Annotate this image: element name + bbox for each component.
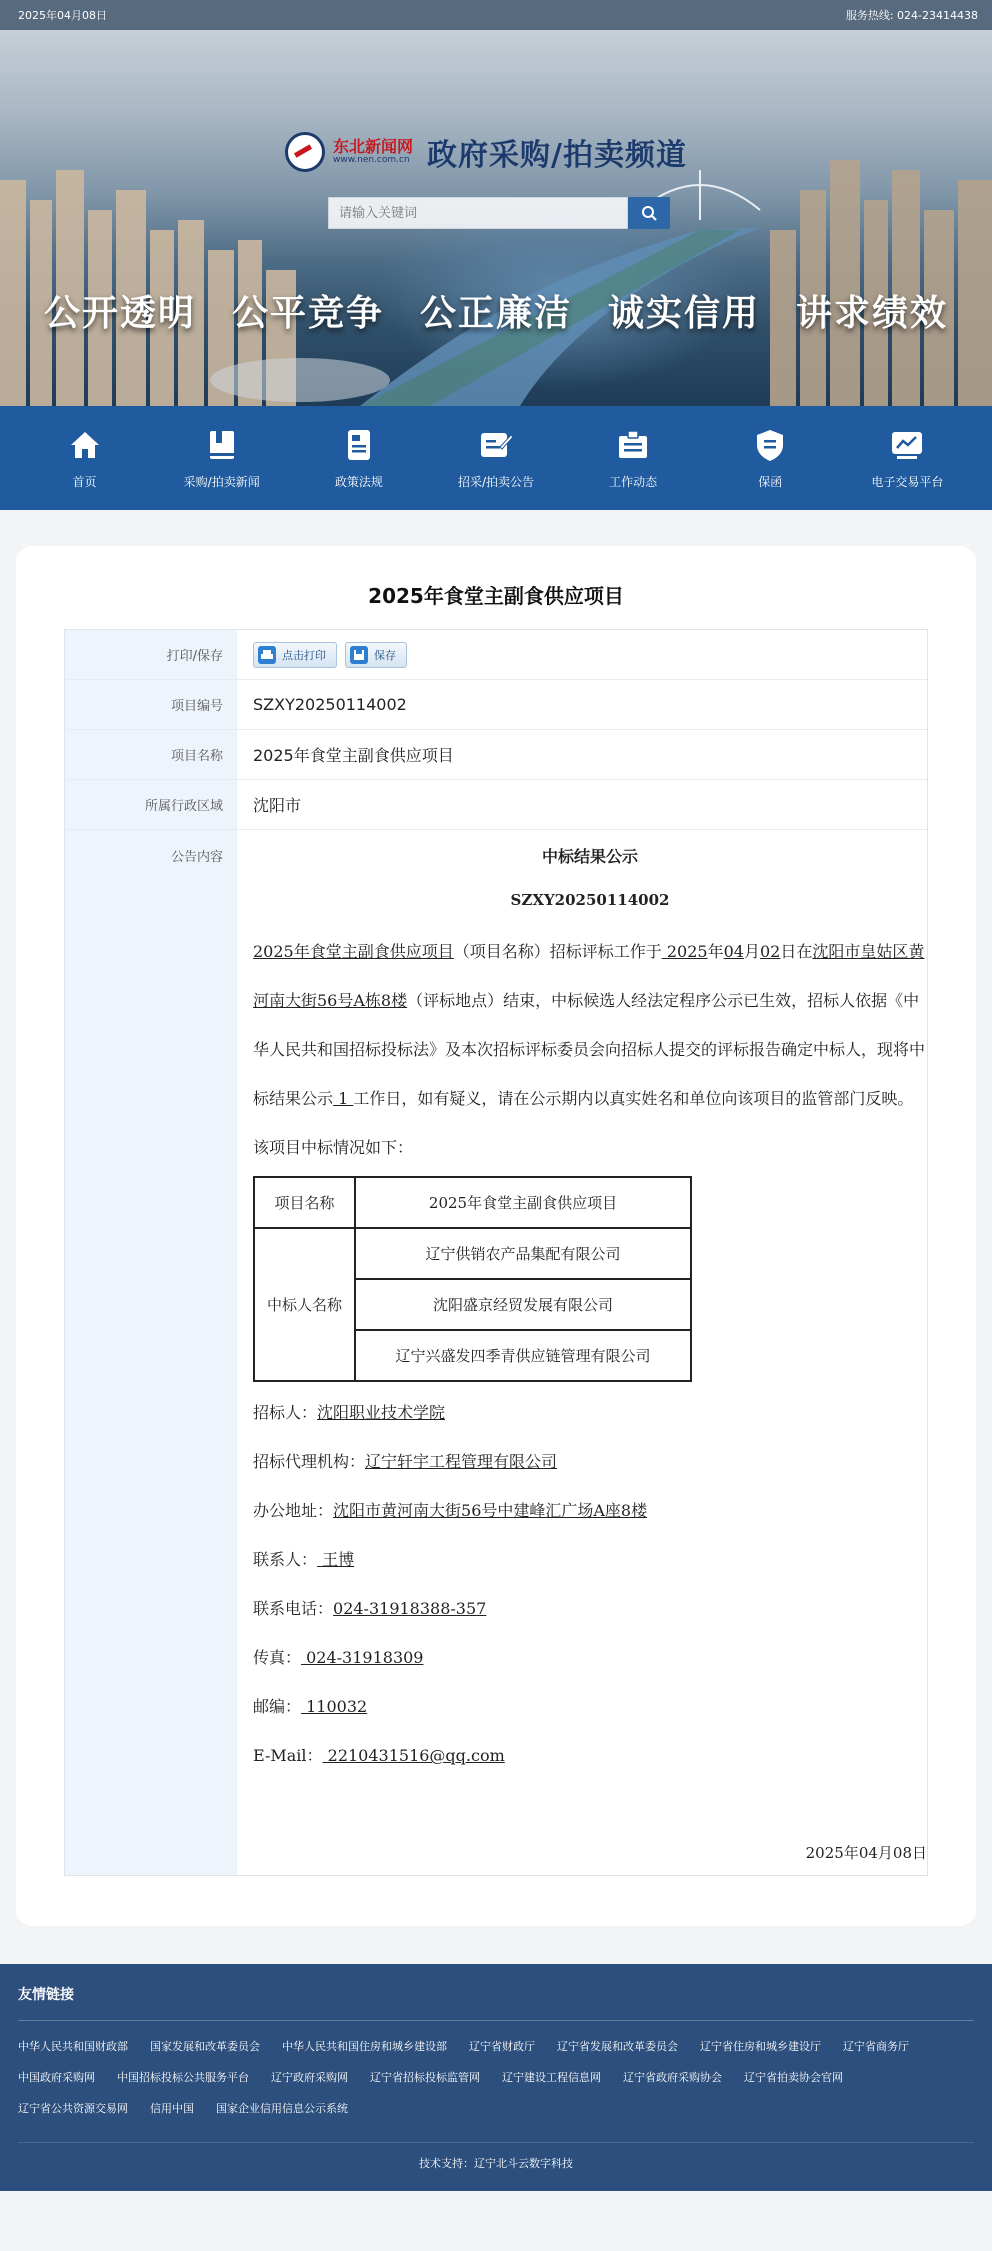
notice-subheading: 该项目中标情况如下： — [253, 1138, 414, 1157]
print-button-label: 点击打印 — [282, 648, 326, 662]
nav-item-news[interactable] — [156, 427, 288, 490]
notice-month: 04 — [723, 942, 744, 961]
fax: 024-31918309 — [301, 1648, 424, 1667]
notice-year: 2025 — [661, 942, 708, 961]
winner-label-cell: 中标人名称 — [254, 1228, 355, 1381]
contact-info: 招标人：沈阳职业技术学院 招标代理机构：辽宁轩宇工程管理有限公司 办公地址：沈阳市黄河南大街56号中建峰汇广场A座8楼 联系人： 王博 联系电话：024-31918388-357 传真： 024-31918309 邮编： 110032 E-Mail： 2210431516@qq.com — [253, 1403, 648, 1765]
nav-item-notices[interactable] — [430, 427, 562, 490]
friend-link[interactable]: 辽宁省住房和城乡建设厅 — [700, 2040, 821, 2053]
winner-cell: 沈阳盛京经贸发展有限公司 — [355, 1279, 691, 1330]
nav-item-platform[interactable] — [841, 427, 973, 490]
nav-label: 采购/拍卖新闻 — [183, 474, 260, 489]
nav-label: 政策法规 — [334, 474, 383, 489]
channel-title: 政府采购/拍卖频道 — [427, 138, 687, 173]
city-skyline-image — [0, 150, 992, 406]
notice-paragraph: 2025年食堂主副食供应项目（项目名称）招标评标工作于 2025年04月02日在沈阳市皇姑区黄河南大街56号A栋8楼（评标地点）结束，中标候选人经法定程序公示已生效，招标人依据《中华人民共和国招标投标法》及本次招标评标委员会向招标人提交的评标报告确定中标人，现将中标结果公示 1 工作日，如有疑义，请在公示期内以真实姓名和单位向该项目的监管部门反映。 — [253, 942, 926, 1108]
notice-code: SZXY20250114002 — [510, 891, 670, 909]
nav-label: 首页 — [72, 474, 97, 489]
project-label-cell: 项目名称 — [254, 1177, 355, 1228]
top-bar — [0, 0, 992, 30]
print-label: 打印/保存 — [65, 630, 237, 679]
email: 2210431516@qq.com — [322, 1746, 505, 1765]
printer-icon — [258, 646, 276, 664]
clipboard-icon — [615, 427, 651, 463]
friend-link[interactable]: 辽宁省财政厅 — [469, 2040, 535, 2053]
agency: 辽宁轩宇工程管理有限公司 — [365, 1452, 558, 1471]
logo-name: 东北新闻网 — [333, 137, 414, 157]
document-icon — [341, 427, 377, 463]
tenderer: 沈阳职业技术学院 — [317, 1403, 446, 1422]
slogan-row — [0, 285, 992, 336]
save-icon — [350, 646, 368, 664]
friend-link[interactable]: 辽宁省公共资源交易网 — [18, 2102, 128, 2115]
nav-label: 保函 — [758, 474, 783, 489]
header-banner — [0, 30, 992, 406]
search-bar — [328, 197, 670, 229]
content-card — [16, 546, 976, 1926]
winner-cell: 辽宁兴盛发四季青供应链管理有限公司 — [355, 1330, 691, 1381]
guarantee-icon — [752, 427, 788, 463]
slogan: 公开透明 — [43, 292, 196, 334]
notice-place: 沈阳市皇姑区黄河南大街56号A栋8楼 — [253, 942, 925, 1010]
notice-title: 中标结果公示 — [541, 847, 638, 866]
edit-icon — [478, 427, 514, 463]
slogan: 公正廉洁 — [419, 292, 572, 334]
row-code — [65, 680, 927, 730]
row-name — [65, 730, 927, 780]
winner-table — [253, 1176, 692, 1382]
friend-link[interactable]: 国家企业信用信息公示系统 — [216, 2102, 348, 2115]
friend-link[interactable]: 中华人民共和国财政部 — [18, 2040, 128, 2053]
slogan: 讲求绩效 — [795, 292, 948, 334]
friend-link[interactable]: 辽宁省政府采购协会 — [623, 2071, 722, 2084]
save-button[interactable] — [345, 642, 407, 668]
friend-link[interactable]: 辽宁建设工程信息网 — [502, 2071, 601, 2084]
friend-link[interactable]: 辽宁省招标投标监管网 — [370, 2071, 480, 2084]
tech-support: 技术支持：辽宁北斗云数字科技 — [18, 2142, 974, 2171]
contact-phone: 024-31918388-357 — [333, 1599, 487, 1618]
footer — [0, 1964, 992, 2191]
table-row — [254, 1228, 691, 1279]
chart-icon — [889, 427, 925, 463]
office-address: 沈阳市黄河南大街56号中建峰汇广场A座8楼 — [333, 1501, 648, 1520]
winner-cell: 辽宁供销农产品集配有限公司 — [355, 1228, 691, 1279]
friend-link[interactable]: 辽宁省商务厅 — [843, 2040, 909, 2053]
friend-links-title: 友情链接 — [18, 1964, 974, 2021]
logo-url: www.nen.com.cn — [333, 154, 410, 165]
project-value-cell: 2025年食堂主副食供应项目 — [355, 1177, 691, 1228]
friend-links — [18, 2031, 974, 2124]
table-row — [254, 1177, 691, 1228]
row-print — [65, 630, 927, 680]
friend-link[interactable]: 中国招标投标公共服务平台 — [117, 2071, 249, 2084]
nav-label: 工作动态 — [609, 474, 658, 489]
page-title: 2025年食堂主副食供应项目 — [368, 584, 624, 608]
nav-item-work[interactable] — [567, 427, 699, 490]
save-button-label: 保存 — [374, 648, 396, 662]
contact-person: 王博 — [317, 1550, 355, 1569]
project-code: SZXY20250114002 — [253, 695, 407, 714]
postcode: 110032 — [301, 1697, 368, 1716]
friend-link[interactable]: 中国政府采购网 — [18, 2071, 95, 2084]
project-detail-table — [64, 629, 928, 1876]
nav-label: 招采/拍卖公告 — [457, 474, 534, 489]
project-region: 沈阳市 — [253, 796, 302, 815]
project-name: 2025年食堂主副食供应项目 — [253, 746, 454, 765]
name-label: 项目名称 — [65, 730, 237, 779]
nav-item-guarantee[interactable] — [704, 427, 836, 490]
row-region — [65, 780, 927, 830]
content-label: 公告内容 — [65, 830, 237, 1875]
friend-link[interactable]: 辽宁省发展和改革委员会 — [557, 2040, 678, 2053]
blank-line — [253, 1780, 927, 1812]
search-icon — [641, 205, 657, 221]
site-logo[interactable] — [285, 130, 687, 174]
friend-link[interactable]: 辽宁政府采购网 — [271, 2071, 348, 2084]
main-nav — [0, 406, 992, 510]
region-label: 所属行政区域 — [65, 780, 237, 829]
logo-mark-icon — [285, 132, 325, 172]
code-label: 项目编号 — [65, 680, 237, 729]
book-icon — [204, 427, 240, 463]
notice-content — [237, 830, 927, 1875]
friend-link[interactable]: 国家发展和改革委员会 — [150, 2040, 260, 2053]
home-icon — [67, 427, 103, 463]
slogan: 诚实信用 — [607, 292, 760, 334]
slogan: 公平竞争 — [231, 292, 384, 334]
print-button[interactable] — [253, 642, 337, 668]
service-hotline: 服务热线: 024-23414438 — [845, 9, 978, 22]
friend-link[interactable]: 辽宁省拍卖协会官网 — [744, 2071, 843, 2084]
row-content — [65, 830, 927, 1875]
nav-item-home[interactable] — [19, 427, 151, 490]
notice-project-name: 2025年食堂主副食供应项目 — [253, 942, 454, 961]
friend-link[interactable]: 中华人民共和国住房和城乡建设部 — [282, 2040, 447, 2053]
search-button[interactable] — [628, 197, 670, 229]
notice-day: 02 — [759, 942, 781, 961]
friend-link[interactable]: 信用中国 — [150, 2102, 194, 2115]
notice-days: 1 — [333, 1089, 354, 1108]
nav-item-policy[interactable] — [293, 427, 425, 490]
notice-date: 2025年04月08日 — [805, 1844, 927, 1862]
search-input[interactable] — [328, 197, 628, 229]
current-date: 2025年04月08日 — [18, 9, 107, 22]
nav-label: 电子交易平台 — [871, 474, 944, 489]
